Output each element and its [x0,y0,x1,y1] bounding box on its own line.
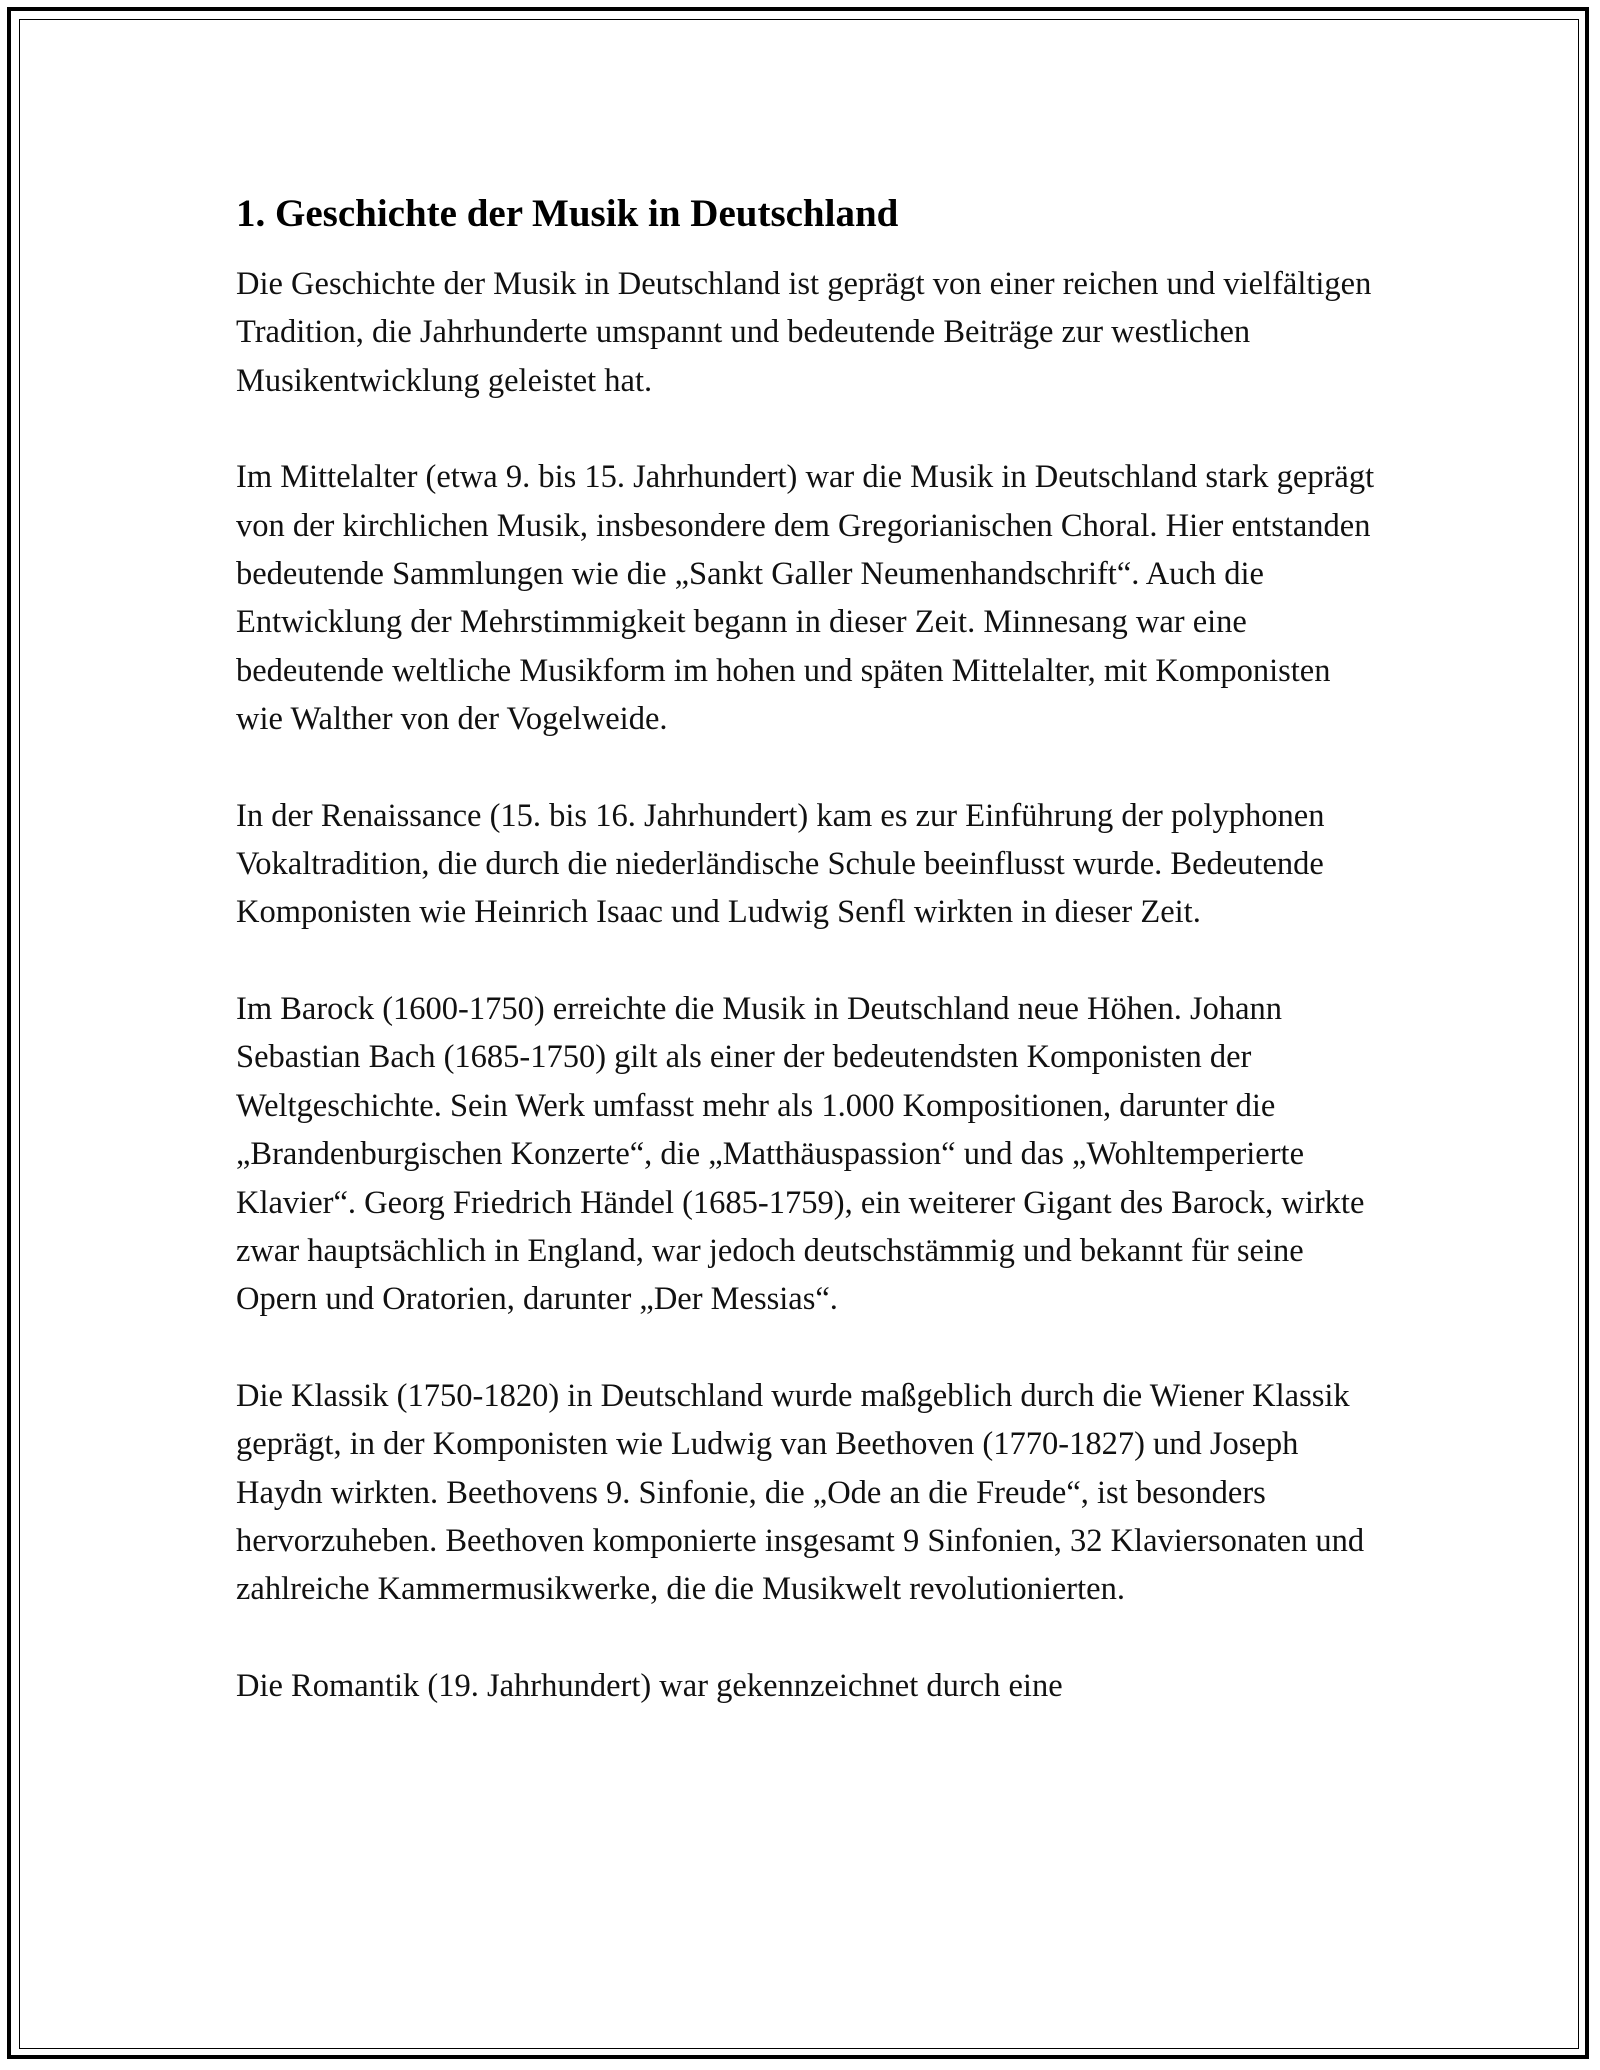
paragraph-romantik: Die Romantik (19. Jahrhundert) war gekennzeichnet durch eine [236,1667,1063,1704]
paragraph-klassik: Die Klassik (1750-1820) in Deutschland wurde maßgeblich durch die Wiener Klassik geprägt, in der Komponisten wie Ludwig van Beethoven (1770-1827) und Joseph Haydn wirkten. Beethovens 9. Sinfonie, die „Ode an die Freude“, ist besonders hervorzuheben. Beethoven komponierte insgesamt 9 Sinfonien, 32 Klaviersonaten und zahlreiche Kammermusikwerke, die die Musikwelt revolutionierten. [236,1377,1365,1608]
paragraph-barock: Im Barock (1600-1750) erreichte die Musik in Deutschland neue Höhen. Johann Sebastian Bach (1685-1750) gilt als einer der bedeutendsten Komponisten der Weltgeschichte. Sein Werk umfasst mehr als 1.000 Kompositionen, darunter die „Brandenburgischen Konzerte“, die „Matthäuspassion“ und das „Wohltemperierte Klavier“. Georg Friedrich Händel (1685-1759), ein weiterer Gigant des Barock, wirkte zwar hauptsächlich in England, war jedoch deutschstämmig und bekannt für seine Opern und Oratorien, darunter „Der Messias“. [236,990,1365,1318]
section-heading: 1. Geschichte der Musik in Deutschland [236,192,899,235]
paragraph-mittelalter: Im Mittelalter (etwa 9. bis 15. Jahrhundert) war die Musik in Deutschland stark geprägt von der kirchlichen Musik, insbesondere dem Gregorianischen Choral. Hier entstanden bedeutende Sammlungen wie die „Sankt Galler Neumenhandschrift“. Auch die Entwicklung der Mehrstimmigkeit begann in dieser Zeit. Minnesang war eine bedeutende weltliche Musikform im hohen und späten Mittelalter, mit Komponisten wie Walther von der Vogelweide. [236,459,1375,738]
paragraph-intro: Die Geschichte der Musik in Deutschland ist geprägt von einer reichen und vielfältigen Tradition, die Jahrhunderte umspannt und bedeutende Beiträge zur westlichen Musikentwicklung geleistet hat. [236,266,1372,399]
paragraph-renaissance: In der Renaissance (15. bis 16. Jahrhundert) kam es zur Einführung der polyphonen Vokaltradition, die durch die niederländische Schule beeinflusst wurde. Bedeutende Komponisten wie Heinrich Isaac und Ludwig Senfl wirkten in dieser Zeit. [236,797,1325,931]
document-body [236,188,1376,1758]
